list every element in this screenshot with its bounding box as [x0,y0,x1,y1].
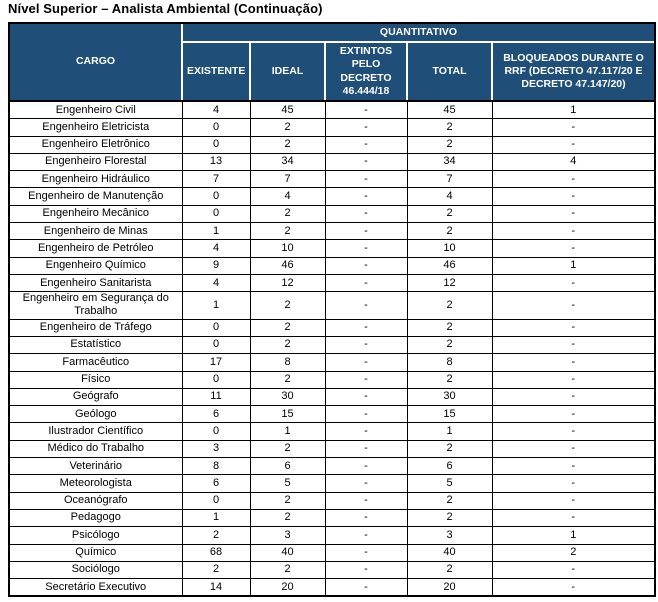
total-cell: 20 [407,579,492,596]
bloqueados-cell: 1 [492,257,654,274]
bloqueados-cell: - [492,492,654,509]
extintos-cell: - [325,544,407,561]
cargo-cell: Oceanógrafo [10,492,182,509]
extintos-cell: - [325,153,407,170]
extintos-cell: - [325,336,407,353]
table-body [10,101,654,595]
extintos-cell: - [325,171,407,188]
table-row [10,406,654,423]
total-cell: 8 [407,354,492,371]
table-row [10,119,654,136]
bloqueados-cell: 1 [492,101,654,119]
extintos-cell: - [325,458,407,475]
bloqueados-cell: 1 [492,527,654,544]
table-header [10,24,654,101]
ideal-cell: 2 [250,371,325,388]
total-cell: 4 [407,188,492,205]
bloqueados-cell: - [492,388,654,405]
table-row [10,388,654,405]
existente-cell: 8 [182,458,250,475]
bloqueados-cell: - [492,509,654,526]
bloqueados-cell: - [492,423,654,440]
existente-cell: 0 [182,188,250,205]
total-cell: 34 [407,153,492,170]
bloqueados-header-cell: BLOQUEADOS DURANTE O RRF (DECRETO 47.117/20 E DECRETO 47.147/20) [492,42,654,101]
table-row [10,188,654,205]
total-cell: 2 [407,223,492,240]
table-row [10,223,654,240]
bloqueados-cell: - [492,440,654,457]
cargo-cell: Engenheiro Mecânico [10,205,182,222]
ideal-cell: 2 [250,509,325,526]
table-row [10,257,654,274]
ideal-cell: 45 [250,101,325,119]
total-cell: 6 [407,458,492,475]
cargo-header-cell: CARGO [10,24,182,101]
quantitativo-header-cell: QUANTITATIVO [182,24,654,42]
cargo-cell: Engenheiro Sanitarista [10,274,182,291]
ideal-header-cell: IDEAL [250,42,325,101]
extintos-cell: - [325,354,407,371]
bloqueados-cell: - [492,171,654,188]
ideal-cell: 2 [250,205,325,222]
total-cell: 7 [407,171,492,188]
cargo-cell: Psicólogo [10,527,182,544]
existente-cell: 2 [182,527,250,544]
bloqueados-cell: - [492,319,654,336]
cargo-cell: Engenheiro Eletricista [10,119,182,136]
extintos-cell: - [325,223,407,240]
bloqueados-cell: - [492,274,654,291]
table-row [10,292,654,319]
existente-cell: 1 [182,292,250,319]
table-row [10,136,654,153]
existente-cell: 4 [182,101,250,119]
cargo-cell: Engenheiro Civil [10,101,182,119]
existente-cell: 6 [182,406,250,423]
ideal-cell: 8 [250,354,325,371]
cargo-cell: Secretário Executivo [10,579,182,596]
table-row [10,579,654,596]
total-cell: 10 [407,240,492,257]
total-cell: 30 [407,388,492,405]
bloqueados-cell: - [492,579,654,596]
extintos-cell: - [325,101,407,119]
bloqueados-cell: - [492,458,654,475]
ideal-cell: 40 [250,544,325,561]
existente-header-cell: EXISTENTE [182,42,250,101]
table-row [10,423,654,440]
cargo-cell: Engenheiro de Petróleo [10,240,182,257]
table-row [10,371,654,388]
bloqueados-cell: - [492,336,654,353]
extintos-header-cell: EXTINTOS PELO DECRETO 46.444/18 [325,42,407,101]
bloqueados-cell: - [492,223,654,240]
existente-cell: 4 [182,274,250,291]
cargo-cell: Engenheiro Eletrônico [10,136,182,153]
existente-cell: 3 [182,440,250,457]
bloqueados-cell: - [492,371,654,388]
ideal-cell: 2 [250,336,325,353]
header-row-quantitativo [10,24,654,42]
existente-cell: 68 [182,544,250,561]
ideal-cell: 46 [250,257,325,274]
table-row [10,492,654,509]
ideal-cell: 15 [250,406,325,423]
bloqueados-cell: - [492,205,654,222]
total-cell: 3 [407,527,492,544]
table-row [10,274,654,291]
ideal-cell: 30 [250,388,325,405]
cargo-cell: Engenheiro em Segurança do Trabalho [10,292,182,319]
total-cell: 12 [407,274,492,291]
table-row [10,561,654,578]
total-cell: 5 [407,475,492,492]
existente-cell: 7 [182,171,250,188]
existente-cell: 6 [182,475,250,492]
table-row [10,240,654,257]
extintos-cell: - [325,371,407,388]
extintos-cell: - [325,440,407,457]
bloqueados-cell: 2 [492,544,654,561]
bloqueados-cell: - [492,240,654,257]
table-row [10,527,654,544]
extintos-cell: - [325,136,407,153]
extintos-cell: - [325,527,407,544]
table-row [10,171,654,188]
total-cell: 2 [407,319,492,336]
cargo-cell: Físico [10,371,182,388]
ideal-cell: 5 [250,475,325,492]
ideal-cell: 2 [250,561,325,578]
ideal-cell: 12 [250,274,325,291]
ideal-cell: 2 [250,119,325,136]
existente-cell: 0 [182,492,250,509]
existente-cell: 0 [182,423,250,440]
ideal-cell: 2 [250,319,325,336]
extintos-cell: - [325,561,407,578]
bloqueados-cell: - [492,136,654,153]
cargo-cell: Geógrafo [10,388,182,405]
extintos-cell: - [325,240,407,257]
ideal-cell: 2 [250,223,325,240]
total-cell: 46 [407,257,492,274]
cargo-cell: Engenheiro Florestal [10,153,182,170]
table-row [10,153,654,170]
total-cell: 2 [407,292,492,319]
existente-cell: 1 [182,509,250,526]
total-header-cell: TOTAL [407,42,492,101]
bloqueados-cell: - [492,475,654,492]
existente-cell: 2 [182,561,250,578]
total-cell: 2 [407,205,492,222]
table-row [10,544,654,561]
extintos-cell: - [325,388,407,405]
ideal-cell: 20 [250,579,325,596]
existente-cell: 0 [182,319,250,336]
total-cell: 2 [407,440,492,457]
cargo-cell: Meteorologista [10,475,182,492]
cargo-cell: Sociólogo [10,561,182,578]
extintos-cell: - [325,119,407,136]
bloqueados-cell: - [492,119,654,136]
cargo-cell: Engenheiro Químico [10,257,182,274]
existente-cell: 13 [182,153,250,170]
ideal-cell: 7 [250,171,325,188]
ideal-cell: 34 [250,153,325,170]
ideal-cell: 2 [250,492,325,509]
total-cell: 2 [407,509,492,526]
ideal-cell: 10 [250,240,325,257]
cargo-cell: Químico [10,544,182,561]
extintos-cell: - [325,423,407,440]
total-cell: 2 [407,136,492,153]
extintos-cell: - [325,406,407,423]
table-row [10,354,654,371]
cargo-cell: Engenheiro de Manutenção [10,188,182,205]
bloqueados-cell: - [492,354,654,371]
total-cell: 40 [407,544,492,561]
table-row [10,458,654,475]
ideal-cell: 3 [250,527,325,544]
ideal-cell: 6 [250,458,325,475]
table-row [10,205,654,222]
existente-cell: 4 [182,240,250,257]
total-cell: 15 [407,406,492,423]
extintos-cell: - [325,292,407,319]
total-cell: 1 [407,423,492,440]
bloqueados-cell: 4 [492,153,654,170]
existente-cell: 0 [182,119,250,136]
extintos-cell: - [325,257,407,274]
cargo-cell: Farmacêutico [10,354,182,371]
staffing-table-container [8,22,656,597]
total-cell: 2 [407,371,492,388]
total-cell: 2 [407,492,492,509]
bloqueados-cell: - [492,188,654,205]
ideal-cell: 4 [250,188,325,205]
table-row [10,336,654,353]
existente-cell: 0 [182,336,250,353]
extintos-cell: - [325,319,407,336]
page-title: Nível Superior – Analista Ambiental (Continuação) [8,1,323,16]
existente-cell: 1 [182,223,250,240]
cargo-cell: Engenheiro de Tráfego [10,319,182,336]
ideal-cell: 2 [250,136,325,153]
ideal-cell: 2 [250,292,325,319]
bloqueados-cell: - [492,406,654,423]
cargo-cell: Pedagogo [10,509,182,526]
cargo-cell: Médico do Trabalho [10,440,182,457]
existente-cell: 11 [182,388,250,405]
extintos-cell: - [325,188,407,205]
existente-cell: 14 [182,579,250,596]
extintos-cell: - [325,475,407,492]
table-row [10,509,654,526]
cargo-cell: Geólogo [10,406,182,423]
existente-cell: 9 [182,257,250,274]
bloqueados-cell: - [492,561,654,578]
cargo-cell: Ilustrador Científico [10,423,182,440]
cargo-cell: Estatístico [10,336,182,353]
total-cell: 2 [407,119,492,136]
table-row [10,319,654,336]
cargo-cell: Veterinário [10,458,182,475]
existente-cell: 17 [182,354,250,371]
existente-cell: 0 [182,371,250,388]
extintos-cell: - [325,509,407,526]
staffing-table [10,24,654,595]
ideal-cell: 1 [250,423,325,440]
extintos-cell: - [325,274,407,291]
cargo-cell: Engenheiro de Minas [10,223,182,240]
ideal-cell: 2 [250,440,325,457]
table-row [10,440,654,457]
total-cell: 45 [407,101,492,119]
table-row [10,101,654,119]
total-cell: 2 [407,336,492,353]
extintos-cell: - [325,579,407,596]
table-row [10,475,654,492]
extintos-cell: - [325,205,407,222]
total-cell: 2 [407,561,492,578]
existente-cell: 0 [182,205,250,222]
existente-cell: 0 [182,136,250,153]
extintos-cell: - [325,492,407,509]
bloqueados-cell: - [492,292,654,319]
cargo-cell: Engenheiro Hidráulico [10,171,182,188]
